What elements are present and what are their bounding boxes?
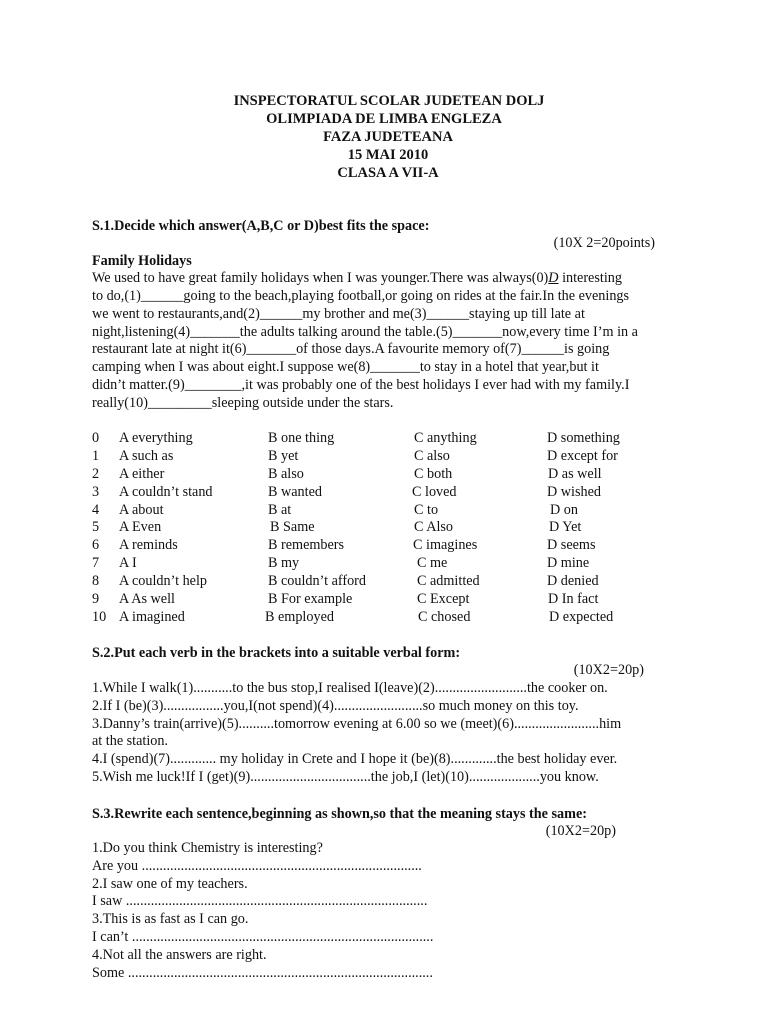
option-number: 3 <box>92 483 100 500</box>
document-header <box>0 92 768 182</box>
option-d: D something <box>547 430 620 446</box>
option-b: B my <box>268 555 300 572</box>
s3-line: 1.Do you think Chemistry is interesting? <box>92 840 323 856</box>
passage-text: interesting <box>558 270 622 286</box>
option-a: A As well <box>119 591 175 608</box>
header-phase: FAZA JUDETEANA <box>323 129 453 145</box>
passage-line: didn’t matter.(9)________,it was probably one of the best holidays I ever had with my family.I <box>92 377 630 394</box>
passage-line: restaurant late at night it(6)_______of those days.A favourite memory of(7)______is going <box>92 341 610 358</box>
option-number: 6 <box>92 537 100 554</box>
option-c: C me <box>417 555 448 572</box>
option-d: D wished <box>547 483 601 500</box>
option-a: A I <box>119 555 137 572</box>
s1-subtitle: Family Holidays <box>92 253 192 269</box>
option-number: 7 <box>92 555 100 572</box>
option-row <box>92 591 692 609</box>
option-b: B employed <box>265 608 334 625</box>
passage-line: we went to restaurants,and(2)______my brother and me(3)______staying up till late at <box>92 305 585 322</box>
s1-title: S.1.Decide which answer(A,B,C or D)best fits the space: <box>92 218 430 234</box>
option-number: 1 <box>92 447 100 464</box>
option-d: D Yet <box>549 519 582 536</box>
s3-line: 2.I saw one of my teachers. <box>92 875 248 892</box>
s3-line: Some ...................................................................................... <box>92 964 433 981</box>
option-c: C both <box>414 465 453 482</box>
option-number: 0 <box>92 430 100 446</box>
option-a: A either <box>119 465 165 482</box>
option-c: C admitted <box>417 573 480 590</box>
option-b: B one thing <box>268 430 335 446</box>
s3-line: 4.Not all the answers are right. <box>92 946 267 963</box>
option-row <box>92 466 692 484</box>
option-b: B at <box>268 501 292 518</box>
option-d: D on <box>550 501 578 518</box>
passage-line: camping when I was about eight.I suppose we(8)_______to stay in a hotel that year,but it <box>92 359 599 376</box>
option-c: C chosed <box>418 608 471 625</box>
option-d: D as well <box>548 465 602 482</box>
option-d: D expected <box>549 608 614 625</box>
option-b: B couldn’t afford <box>268 573 366 590</box>
passage-line: to do,(1)______going to the beach,playing football,or going on rides at the fair.In the evenings <box>92 287 630 304</box>
option-c: C Except <box>417 591 470 608</box>
s2-line: 4.I (spend)(7)............. my holiday in Crete and I hope it (be)(8).............the best holiday ever. <box>92 751 618 768</box>
option-c: C Also <box>414 519 454 536</box>
option-d: D mine <box>547 555 590 572</box>
option-c: C to <box>414 501 439 518</box>
option-b: B remembers <box>268 537 345 554</box>
s1-passage <box>92 270 682 413</box>
header-olympiad: OLIMPIADA DE LIMBA ENGLEZA <box>266 111 502 127</box>
option-b: B yet <box>268 447 299 464</box>
option-b: B also <box>268 465 304 482</box>
s2-line: 1.While I walk(1)...........to the bus stop,I realised I(leave)(2)..........................the cooker on. <box>92 680 608 696</box>
option-row <box>92 430 692 448</box>
option-number: 2 <box>92 465 100 482</box>
option-row <box>92 502 692 520</box>
s3-line: I can’t ..................................................................................... <box>92 928 434 945</box>
option-b: B For example <box>268 591 353 608</box>
option-d: D denied <box>547 573 599 590</box>
option-a: A such as <box>119 447 174 464</box>
option-d: D except for <box>547 447 618 464</box>
option-a: A couldn’t help <box>119 573 208 590</box>
s3-line: 3.This is as fast as I can go. <box>92 911 249 928</box>
s3-exercise <box>92 840 692 982</box>
option-number: 9 <box>92 591 100 608</box>
option-row <box>92 555 692 573</box>
passage-line: night,listening(4)_______the adults talking around the table.(5)_______now,every time I’m in a <box>92 323 638 340</box>
option-c: C anything <box>414 430 477 446</box>
s1-options-table <box>92 430 692 627</box>
s2-line: at the station. <box>92 733 169 750</box>
option-a: A imagined <box>119 608 185 625</box>
s1-points: (10X 2=20points) <box>553 235 655 251</box>
s2-line: 5.Wish me luck!If I (get)(9)..................................the job,I (let)(10)....................you know. <box>92 768 599 785</box>
option-d: D seems <box>547 537 596 554</box>
s3-points: (10X2=20p) <box>545 823 616 839</box>
s2-line: 3.Danny’s train(arrive)(5)..........tomorrow evening at 6.00 so we (meet)(6)........................him <box>92 715 622 732</box>
option-a: A everything <box>119 430 193 446</box>
option-d: D In fact <box>548 591 599 608</box>
option-a: A about <box>119 501 164 518</box>
s2-title: S.2.Put each verb in the brackets into a suitable verbal form: <box>92 645 461 661</box>
s2-points: (10X2=20p) <box>573 662 644 678</box>
s2-line: 2.If I (be)(3).................you,I(not spend)(4).........................so much money on this toy. <box>92 697 579 714</box>
passage-line: really(10)_________sleeping outside under the stars. <box>92 394 394 411</box>
passage-line <box>92 270 682 288</box>
s3-line: Are you ............................................................................... <box>92 857 422 874</box>
option-a: A Even <box>119 519 162 536</box>
option-row <box>92 519 692 537</box>
option-number: 10 <box>92 608 107 625</box>
option-row <box>92 484 692 502</box>
option-row <box>92 448 692 466</box>
header-inspectorate: INSPECTORATUL SCOLAR JUDETEAN DOLJ <box>233 93 545 109</box>
s3-line: I saw ..................................................................................... <box>92 893 428 910</box>
example-answer: D <box>548 270 559 286</box>
option-number: 4 <box>92 501 100 518</box>
option-c: C imagines <box>413 537 478 554</box>
option-row <box>92 609 692 627</box>
option-b: B Same <box>270 519 315 536</box>
option-a: A reminds <box>119 537 178 554</box>
option-c: C also <box>414 447 450 464</box>
option-number: 8 <box>92 573 100 590</box>
s3-title: S.3.Rewrite each sentence,beginning as shown,so that the meaning stays the same: <box>92 806 587 822</box>
option-c: C loved <box>412 483 457 500</box>
header-class: CLASA A VII-A <box>337 165 439 181</box>
option-b: B wanted <box>268 483 322 500</box>
option-row <box>92 573 692 591</box>
header-date: 15 MAI 2010 <box>347 147 429 163</box>
option-a: A couldn’t stand <box>119 483 213 500</box>
option-row <box>92 537 692 555</box>
s2-exercise <box>92 680 692 787</box>
option-number: 5 <box>92 519 100 536</box>
passage-text: We used to have great family holidays when I was younger.There was always(0) <box>92 270 549 286</box>
